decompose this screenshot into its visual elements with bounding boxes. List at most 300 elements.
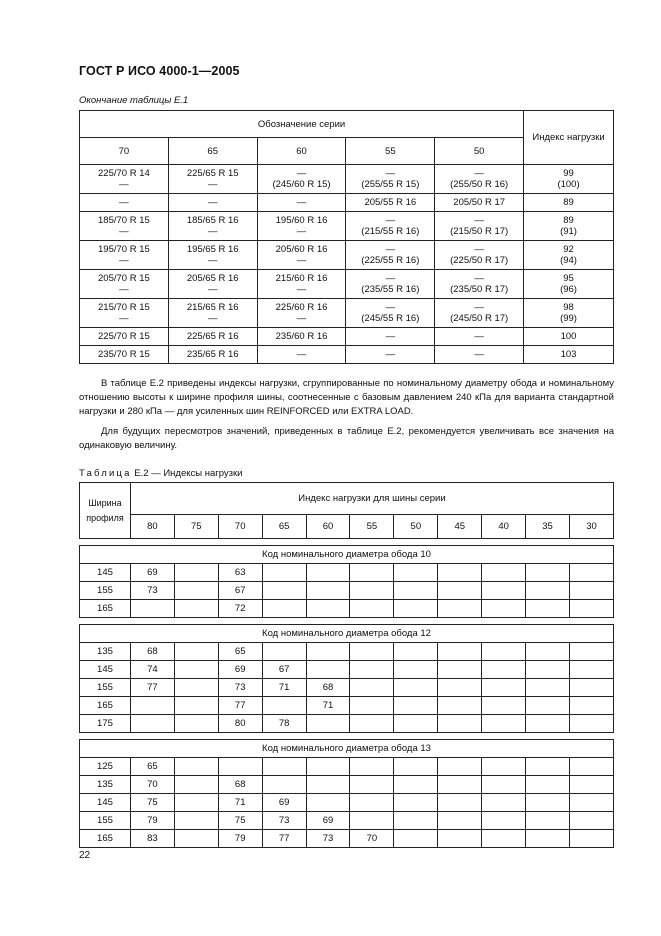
tire-size-line: 185/70 R 15 [98, 215, 150, 226]
load-index-cell [130, 715, 174, 733]
series-55-header: 55 [346, 138, 435, 165]
load-index-series-header: Индекс нагрузки для шины серии [130, 483, 613, 515]
tire-size-line: 235/70 R 15 [98, 349, 150, 360]
load-index-cell: 80 [218, 715, 262, 733]
profile-width-cell: 135 [80, 643, 131, 661]
load-index-cell [524, 241, 614, 270]
tire-size-line: — [207, 255, 218, 266]
load-index-cell [350, 564, 394, 582]
tire-size-line: — [474, 302, 484, 313]
tire-size-cell [80, 299, 169, 328]
table-row [80, 241, 614, 270]
load-index-cell [570, 812, 614, 830]
tire-size-cell [168, 346, 257, 364]
tire-size-line: — [296, 349, 307, 360]
paragraph-2: Для будущих пересмотров значений, приведенных в таблице Е.2, рекомендуется увеличивать все значения на одинаковую величину. [79, 426, 614, 452]
load-index-cell [174, 794, 218, 812]
load-index-cell [570, 643, 614, 661]
rim-group-header-row [80, 625, 614, 643]
tire-size-line: 195/65 R 16 [186, 244, 239, 255]
load-index-cell: 73 [218, 679, 262, 697]
series-60-header: 60 [257, 138, 346, 165]
load-index-cell [570, 679, 614, 697]
rim-group-header-row [80, 740, 614, 758]
profile-width-cell: 155 [80, 582, 131, 600]
tire-size-line: (235/55 R 16) [361, 284, 420, 295]
tire-size-cell [168, 165, 257, 194]
group-spacer [80, 618, 614, 625]
tire-size-line: — [296, 197, 307, 208]
load-index-cell [524, 194, 614, 212]
tire-size-cell [257, 270, 346, 299]
load-index-line: (100) [557, 179, 580, 190]
load-index-cell [482, 600, 526, 618]
load-index-cell [130, 697, 174, 715]
series-65-header: 65 [262, 515, 306, 539]
table1-caption: Окончание таблицы Е.1 [79, 95, 189, 106]
table-row [80, 812, 614, 830]
tire-size-line: — [207, 284, 218, 295]
series-50-header: 50 [394, 515, 438, 539]
load-index-cell [350, 794, 394, 812]
load-index-cell [524, 299, 614, 328]
load-index-cell [174, 661, 218, 679]
tire-size-line: — [296, 226, 307, 237]
tire-size-line: — [385, 349, 396, 360]
load-index-cell [394, 582, 438, 600]
load-index-cell [438, 776, 482, 794]
tire-size-line: (245/60 R 15) [272, 179, 331, 190]
series-designation-header: Обозначение серии [80, 111, 524, 138]
load-index-header: Индекс нагрузки [524, 111, 614, 165]
load-index-cell [438, 830, 482, 848]
load-index-cell: 73 [262, 812, 306, 830]
tire-size-line: — [474, 215, 484, 226]
load-index-cell [482, 564, 526, 582]
profile-width-cell: 145 [80, 794, 131, 812]
profile-width-cell: 135 [80, 776, 131, 794]
load-index-cell [130, 600, 174, 618]
load-index-cell [218, 758, 262, 776]
tire-size-cell [435, 346, 524, 364]
load-index-cell [350, 600, 394, 618]
table-row [80, 776, 614, 794]
load-index-cell [570, 661, 614, 679]
page-number: 22 [79, 850, 91, 861]
tire-size-line: — [119, 179, 129, 190]
load-index-cell [482, 812, 526, 830]
load-index-cell [394, 812, 438, 830]
load-index-cell [438, 794, 482, 812]
series-30-header: 30 [570, 515, 614, 539]
profile-width-cell: 145 [80, 564, 131, 582]
load-index-line: (94) [560, 255, 577, 266]
load-index-cell: 68 [130, 643, 174, 661]
tire-size-cell [257, 212, 346, 241]
tire-size-cell [80, 241, 169, 270]
profile-width-cell: 155 [80, 679, 131, 697]
tire-size-cell [168, 270, 257, 299]
group-spacer [80, 733, 614, 740]
load-index-cell: 69 [306, 812, 350, 830]
load-index-cell [262, 643, 306, 661]
load-index-line: 92 [563, 244, 574, 255]
load-index-cell [306, 661, 350, 679]
load-index-cell [482, 661, 526, 679]
tire-size-line: — [119, 284, 129, 295]
tire-size-line: 225/70 R 15 [98, 331, 150, 342]
load-index-cell [526, 679, 570, 697]
tire-size-cell [435, 212, 524, 241]
tire-size-cell [346, 270, 435, 299]
tire-size-cell [435, 165, 524, 194]
document-title: ГОСТ Р ИСО 4000-1—2005 [79, 64, 240, 78]
tire-size-line: — [385, 302, 396, 313]
series-75-header: 75 [174, 515, 218, 539]
load-index-cell [526, 812, 570, 830]
load-index-cell [306, 600, 350, 618]
load-index-cell [394, 600, 438, 618]
load-index-cell [350, 582, 394, 600]
table-row [80, 582, 614, 600]
tire-size-line: — [474, 168, 484, 179]
load-index-line: 99 [563, 168, 574, 179]
load-index-cell [526, 830, 570, 848]
series-60-header: 60 [306, 515, 350, 539]
tire-size-cell [435, 328, 524, 346]
load-index-cell: 75 [218, 812, 262, 830]
load-index-cell [350, 679, 394, 697]
load-index-cell [570, 600, 614, 618]
load-index-cell: 77 [262, 830, 306, 848]
table-row [80, 299, 614, 328]
tire-size-line: (255/50 R 16) [450, 179, 509, 190]
tire-size-cell [80, 165, 169, 194]
profile-width-cell: 145 [80, 661, 131, 679]
load-index-cell [570, 697, 614, 715]
tire-size-line: 215/60 R 16 [275, 273, 328, 284]
load-index-line: 89 [563, 215, 574, 226]
table-row [80, 661, 614, 679]
table-row [80, 600, 614, 618]
tire-size-line: — [207, 179, 218, 190]
table-row [80, 679, 614, 697]
series-80-header: 80 [130, 515, 174, 539]
load-index-cell: 71 [306, 697, 350, 715]
load-index-cell [482, 758, 526, 776]
load-index-cell [526, 715, 570, 733]
load-index-cell [306, 564, 350, 582]
load-index-cell [174, 776, 218, 794]
load-index-cell [438, 679, 482, 697]
load-index-line: 103 [560, 349, 577, 360]
load-index-cell [394, 697, 438, 715]
load-index-cell [262, 697, 306, 715]
load-index-cell [526, 697, 570, 715]
load-index-cell: 77 [130, 679, 174, 697]
load-index-cell: 73 [306, 830, 350, 848]
tire-size-line: — [296, 313, 307, 324]
load-index-cell [350, 697, 394, 715]
load-index-cell [438, 600, 482, 618]
tire-size-line: — [385, 168, 396, 179]
load-index-cell: 69 [130, 564, 174, 582]
tire-size-cell [346, 346, 435, 364]
table-row [80, 328, 614, 346]
load-index-cell [174, 679, 218, 697]
load-index-cell [524, 270, 614, 299]
tire-size-line: (215/50 R 17) [450, 226, 509, 237]
tire-size-cell [346, 165, 435, 194]
tire-size-line: 195/60 R 16 [275, 215, 328, 226]
profile-width-cell: 175 [80, 715, 131, 733]
load-index-cell [482, 643, 526, 661]
tire-size-cell [80, 328, 169, 346]
load-index-cell: 77 [218, 697, 262, 715]
tire-size-line: — [296, 255, 307, 266]
load-index-cell [526, 776, 570, 794]
load-index-cell [482, 582, 526, 600]
table-row [80, 643, 614, 661]
load-index-cell [350, 643, 394, 661]
load-index-cell: 65 [130, 758, 174, 776]
table-row [80, 346, 614, 364]
tire-size-cell [435, 194, 524, 212]
load-index-cell [570, 776, 614, 794]
load-index-cell [438, 697, 482, 715]
tire-size-cell [435, 270, 524, 299]
load-index-cell [394, 643, 438, 661]
table-row [80, 830, 614, 848]
tire-size-line: 235/65 R 16 [186, 349, 239, 360]
tire-size-line: 205/60 R 16 [275, 244, 328, 255]
load-index-cell [350, 812, 394, 830]
tire-size-line: 225/70 R 14 [98, 168, 150, 179]
tire-size-line: — [474, 273, 484, 284]
group-spacer-cell [80, 733, 614, 740]
tire-size-cell [168, 241, 257, 270]
tire-size-line: — [474, 331, 484, 342]
load-index-cell: 73 [130, 582, 174, 600]
load-index-line: 98 [563, 302, 574, 313]
load-index-cell [306, 582, 350, 600]
load-index-cell: 79 [130, 812, 174, 830]
tire-size-line: 195/70 R 15 [98, 244, 150, 255]
load-index-cell: 72 [218, 600, 262, 618]
tire-size-line: (245/55 R 16) [361, 313, 420, 324]
load-index-cell: 67 [218, 582, 262, 600]
load-index-cell: 63 [218, 564, 262, 582]
table-row [80, 194, 614, 212]
rim-group-header-row [80, 546, 614, 564]
series-55-header: 55 [350, 515, 394, 539]
load-index-cell [394, 830, 438, 848]
tire-size-line: — [385, 215, 396, 226]
table-row [80, 270, 614, 299]
load-index-cell [526, 643, 570, 661]
tire-size-line: 185/65 R 16 [186, 215, 239, 226]
load-index-cell [438, 758, 482, 776]
tire-size-cell [346, 299, 435, 328]
load-index-line: (91) [560, 226, 577, 237]
load-index-cell [262, 582, 306, 600]
load-index-line: (99) [560, 313, 577, 324]
load-index-cell [526, 661, 570, 679]
series-70-header: 70 [218, 515, 262, 539]
load-index-cell [306, 758, 350, 776]
tire-size-line: — [385, 244, 396, 255]
load-index-cell: 78 [262, 715, 306, 733]
load-index-cell [482, 679, 526, 697]
load-index-cell [394, 661, 438, 679]
tire-size-line: 215/70 R 15 [98, 302, 150, 313]
tire-size-line: — [385, 273, 396, 284]
tire-size-line: — [385, 331, 396, 342]
load-index-cell: 70 [350, 830, 394, 848]
tire-size-line: — [207, 313, 218, 324]
load-index-cell [174, 600, 218, 618]
load-index-cell: 69 [218, 661, 262, 679]
tire-size-cell [80, 212, 169, 241]
tire-size-cell [257, 165, 346, 194]
load-index-cell [524, 328, 614, 346]
series-45-header: 45 [438, 515, 482, 539]
load-index-cell: 68 [306, 679, 350, 697]
tire-size-line: 235/60 R 16 [275, 331, 328, 342]
series-50-header: 50 [435, 138, 524, 165]
load-index-cell [394, 564, 438, 582]
tire-size-cell [257, 328, 346, 346]
table-row [80, 564, 614, 582]
tire-size-cell [346, 241, 435, 270]
tire-size-line: (215/55 R 16) [361, 226, 420, 237]
load-index-cell [394, 715, 438, 733]
group-spacer [80, 539, 614, 546]
tire-size-cell [257, 194, 346, 212]
tire-size-line: — [207, 197, 218, 208]
load-index-line: (96) [560, 284, 577, 295]
tire-size-line: (235/50 R 17) [450, 284, 509, 295]
series-40-header: 40 [482, 515, 526, 539]
load-index-cell [482, 830, 526, 848]
rim-diameter-group-title: Код номинального диаметра обода 13 [80, 740, 614, 758]
tire-size-cell [168, 212, 257, 241]
load-index-cell [174, 812, 218, 830]
tire-size-line: — [474, 244, 484, 255]
table-e1-end [79, 110, 614, 364]
tire-size-line: — [207, 226, 218, 237]
profile-width-header: Ширина профиля [80, 483, 131, 539]
load-index-cell: 74 [130, 661, 174, 679]
load-index-cell [350, 661, 394, 679]
tire-size-cell [257, 346, 346, 364]
tire-size-line: — [119, 197, 129, 208]
profile-width-cell: 165 [80, 830, 131, 848]
load-index-cell [570, 582, 614, 600]
profile-width-cell: 165 [80, 600, 131, 618]
load-index-cell [174, 758, 218, 776]
profile-width-cell: 125 [80, 758, 131, 776]
load-index-cell [350, 715, 394, 733]
tire-size-line: 225/65 R 15 [186, 168, 239, 179]
table-row [80, 758, 614, 776]
tire-size-line: — [296, 168, 307, 179]
load-index-cell [524, 212, 614, 241]
load-index-cell: 68 [218, 776, 262, 794]
group-spacer-cell [80, 539, 614, 546]
tire-size-cell [168, 328, 257, 346]
table-row [80, 697, 614, 715]
load-index-cell [526, 564, 570, 582]
load-index-cell [438, 812, 482, 830]
load-index-cell [394, 758, 438, 776]
load-index-line: 95 [563, 273, 574, 284]
load-index-cell: 71 [262, 679, 306, 697]
load-index-cell [174, 697, 218, 715]
load-index-cell [394, 679, 438, 697]
load-index-cell: 83 [130, 830, 174, 848]
paragraph-1: В таблице Е.2 приведены индексы нагрузки, сгруппированные по номинальному диаметру обода и номинальному отношению высоты к ширине профиля шины, соотнесенные с базовым давлением 240 кПа для варианта стандартной нагрузки и 280 кПа — для усиленных шин REINFORCED или EXTRA LOAD. [79, 378, 614, 418]
tire-size-line: 205/70 R 15 [98, 273, 150, 284]
load-index-cell: 71 [218, 794, 262, 812]
load-index-cell [438, 715, 482, 733]
load-index-cell [526, 794, 570, 812]
load-index-cell: 75 [130, 794, 174, 812]
load-index-cell [306, 794, 350, 812]
tire-size-line: 225/65 R 16 [186, 331, 239, 342]
series-70-header: 70 [80, 138, 169, 165]
tire-size-cell [80, 194, 169, 212]
tire-size-line: (225/55 R 16) [361, 255, 420, 266]
load-index-cell [482, 715, 526, 733]
load-index-cell [570, 830, 614, 848]
load-index-cell [174, 564, 218, 582]
tire-size-line: (255/55 R 15) [361, 179, 420, 190]
profile-width-cell: 155 [80, 812, 131, 830]
load-index-cell [570, 758, 614, 776]
tire-size-cell [257, 299, 346, 328]
load-index-cell [570, 564, 614, 582]
load-index-cell [482, 697, 526, 715]
load-index-cell [174, 830, 218, 848]
load-index-cell [526, 582, 570, 600]
load-index-cell [570, 794, 614, 812]
tire-size-line: — [119, 313, 129, 324]
table-row [80, 715, 614, 733]
table-row [80, 165, 614, 194]
tire-size-cell [435, 299, 524, 328]
tire-size-cell [257, 241, 346, 270]
load-index-cell: 70 [130, 776, 174, 794]
load-index-cell [262, 758, 306, 776]
load-index-cell [174, 582, 218, 600]
load-index-cell [524, 165, 614, 194]
tire-size-cell [80, 270, 169, 299]
tire-size-line: 205/55 R 16 [364, 197, 417, 208]
series-65-header: 65 [168, 138, 257, 165]
load-index-cell [570, 715, 614, 733]
profile-width-cell: 165 [80, 697, 131, 715]
tire-size-cell [346, 328, 435, 346]
load-index-cell [306, 643, 350, 661]
rim-diameter-group-title: Код номинального диаметра обода 12 [80, 625, 614, 643]
table-row [80, 794, 614, 812]
tire-size-line: 215/65 R 16 [186, 302, 239, 313]
table-e2-load-indices [79, 482, 614, 848]
tire-size-line: 205/65 R 16 [186, 273, 239, 284]
load-index-cell [526, 758, 570, 776]
load-index-cell [306, 715, 350, 733]
